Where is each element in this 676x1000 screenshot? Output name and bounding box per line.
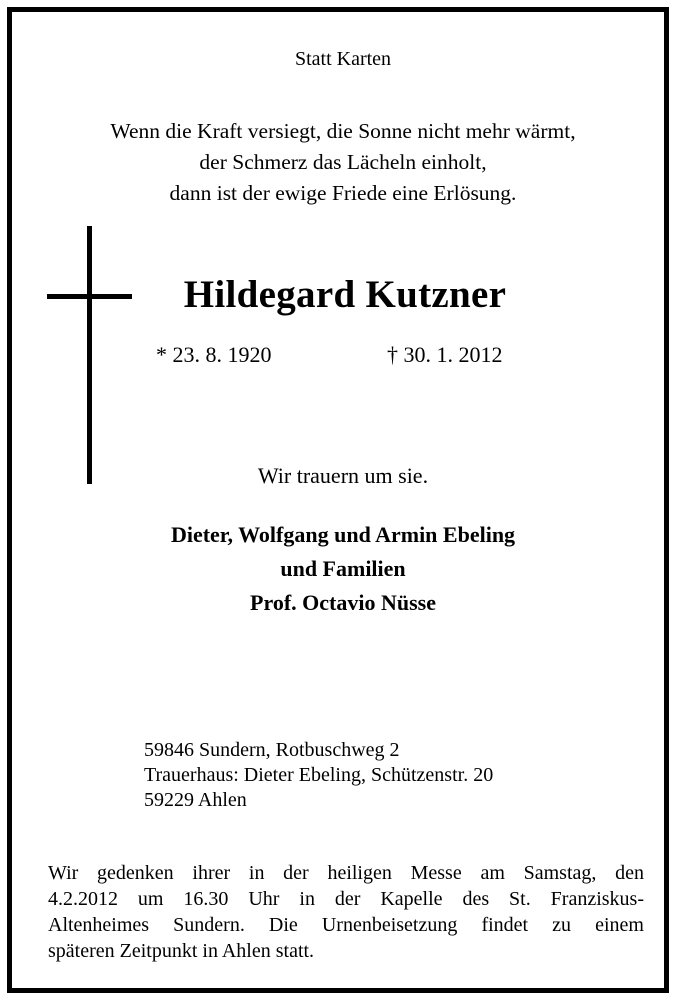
notice-line: Wir gedenken ihrer in der heiligen Messe am Samstag, den bbox=[48, 862, 644, 884]
address-line: 59229 Ahlen bbox=[144, 789, 247, 811]
poem-line: dann ist der ewige Friede eine Erlösung. bbox=[169, 181, 517, 205]
cross-icon-bar bbox=[47, 294, 132, 299]
address-block bbox=[144, 738, 493, 813]
cross-icon bbox=[87, 226, 92, 484]
obituary-card bbox=[7, 7, 669, 993]
deceased-name: Hildegard Kutzner bbox=[183, 273, 507, 316]
notice-line: späteren Zeitpunkt in Ahlen statt. bbox=[48, 940, 315, 962]
memorial-notice bbox=[48, 860, 644, 964]
mourning-text: Wir trauern um sie. bbox=[257, 463, 429, 488]
statt-karten-header: Statt Karten bbox=[294, 48, 392, 70]
family-names bbox=[12, 518, 674, 620]
family-line: Dieter, Wolfgang und Armin Ebeling bbox=[170, 522, 516, 547]
notice-line: 4.2.2012 um 16.30 Uhr in der Kapelle des St. Franziskus- bbox=[48, 888, 644, 910]
family-line: und Familien bbox=[280, 556, 406, 581]
poem-line: Wenn die Kraft versiegt, die Sonne nicht mehr wärmt, bbox=[110, 119, 576, 143]
notice-line: Altenheimes Sundern. Die Urnenbeisetzung findet zu einem bbox=[48, 914, 644, 936]
address-line: Trauerhaus: Dieter Ebeling, Schützenstr. 20 bbox=[144, 764, 494, 786]
family-line: Prof. Octavio Nüsse bbox=[250, 590, 436, 615]
death-date: † 30. 1. 2012 bbox=[387, 342, 503, 367]
address-line: 59846 Sundern, Rotbuschweg 2 bbox=[144, 739, 400, 761]
poem-line: der Schmerz das Lächeln einholt, bbox=[199, 150, 487, 174]
poem bbox=[12, 116, 674, 209]
birth-date: * 23. 8. 1920 bbox=[156, 342, 272, 367]
